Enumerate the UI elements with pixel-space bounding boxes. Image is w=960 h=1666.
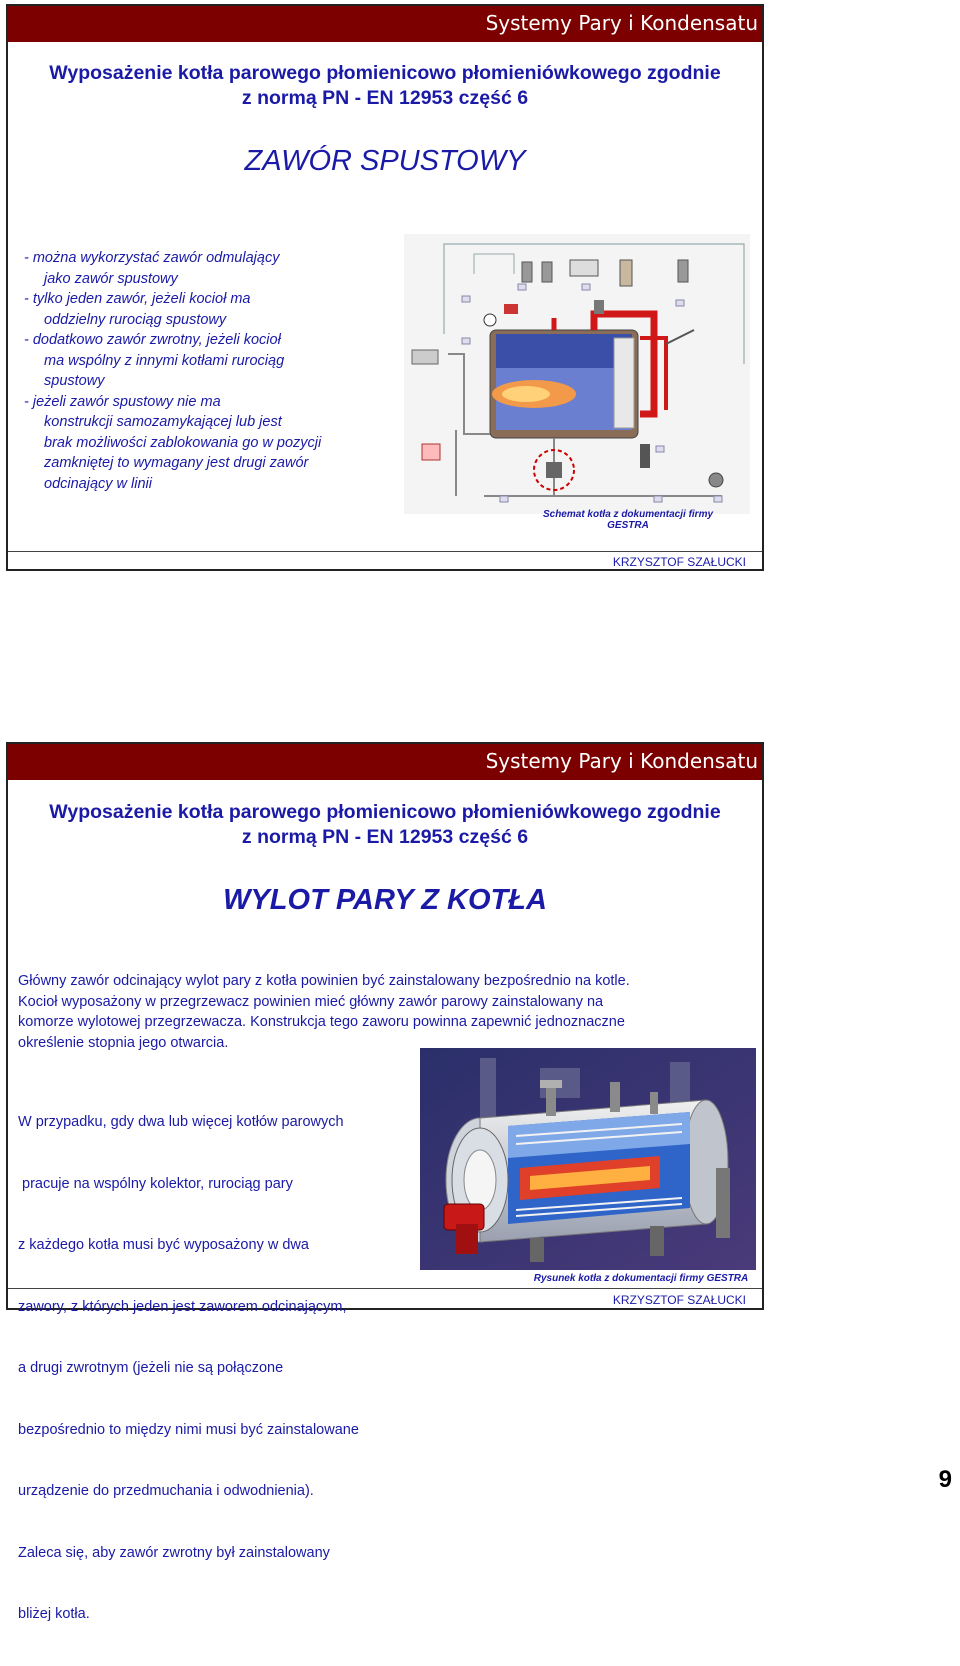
page-number: 9 [938, 1466, 952, 1493]
bullet-line: - tylko jeden zawór, jeżeli kocioł ma [24, 291, 251, 307]
boiler-schematic [404, 234, 750, 514]
header-title: Systemy Pary i Kondensatu [485, 749, 758, 773]
footer-author: KRZYSZTOF SZAŁUCKI [612, 1293, 746, 1307]
paragraph-main-valve: Główny zawór odcinający wylot pary z kotła powinien być zainstalowany bezpośrednio na kotle. Kocioł wyposażony w przegrzewacz powinien mieć główny zawór parowy zainstalowany na komorze wylotowej przegrzewacza. Konstrukcja tego zaworu powinna zapewnić jednoznaczne określenie stopnia jego otwarcia. [18, 973, 630, 1051]
footer-divider [8, 1288, 762, 1289]
figure-caption: Rysunek kotła z dokumentacji firmy GESTRA [533, 1273, 749, 1284]
bullet-line: - można wykorzystać zawór odmulający [24, 250, 280, 266]
slide-title: Wyposażenie kotła parowego płomienicowo płomieniówkowego zgodnie z normą PN - EN 12953 część 6 [49, 801, 721, 848]
figure-caption: Schemat kotła z dokumentacji firmy GESTRA [542, 509, 714, 531]
bullet-list [24, 248, 404, 494]
bullet-line: spustowy [44, 373, 105, 389]
bullet-line: oddzielny rurociąg spustowy [44, 311, 227, 328]
bullet-line: brak możliwości zablokowania go w pozycji [44, 434, 322, 451]
bullet-line: jako zawór spustowy [44, 270, 178, 287]
slide-subtitle: WYLOT PARY Z KOTŁA [223, 884, 547, 916]
slide-header [8, 744, 762, 780]
bullet-line: zamkniętej to wymagany jest drugi zawór [44, 455, 309, 471]
slide-subtitle: ZAWÓR SPUSTOWY [244, 145, 526, 177]
footer-author: KRZYSZTOF SZAŁUCKI [612, 555, 746, 569]
slide-header [8, 6, 762, 42]
slide-1 [6, 4, 764, 571]
bullet-line: konstrukcji samozamykającej lub jest [44, 414, 282, 430]
bullet-line: ma wspólny z innymi kotłami rurociąg [44, 352, 285, 369]
bullet-line: - jeżeli zawór spustowy nie ma [24, 393, 221, 410]
boiler-illustration [420, 1048, 756, 1270]
footer-divider [8, 551, 762, 552]
bullet-line: - dodatkowo zawór zwrotny, jeżeli kocioł [24, 332, 281, 348]
bullet-line: odcinający w linii [44, 475, 152, 492]
paragraph-multiple-boilers: W przypadku, gdy dwa lub więcej kotłów parowych pracuje na wspólny kolektor, rurociąg pary z każdego kotła musi być wyposażony w dwa zawory, z których jeden jest zaworem odcinającym, a drugi zwrotnym (jeżeli nie są połączone bezpośrednio to między nimi musi być zainstalowane urządzenie do przedmuchania i odwodnienia). Zaleca się, aby zawór zwrotny był zainstalowany bliżej kotła. [18, 1114, 359, 1622]
slide-2 [6, 742, 764, 1622]
slide-title: Wyposażenie kotła parowego płomienicowo płomieniówkowego zgodnie z normą PN - EN 12953 część 6 [49, 62, 721, 109]
header-title: Systemy Pary i Kondensatu [485, 11, 758, 35]
